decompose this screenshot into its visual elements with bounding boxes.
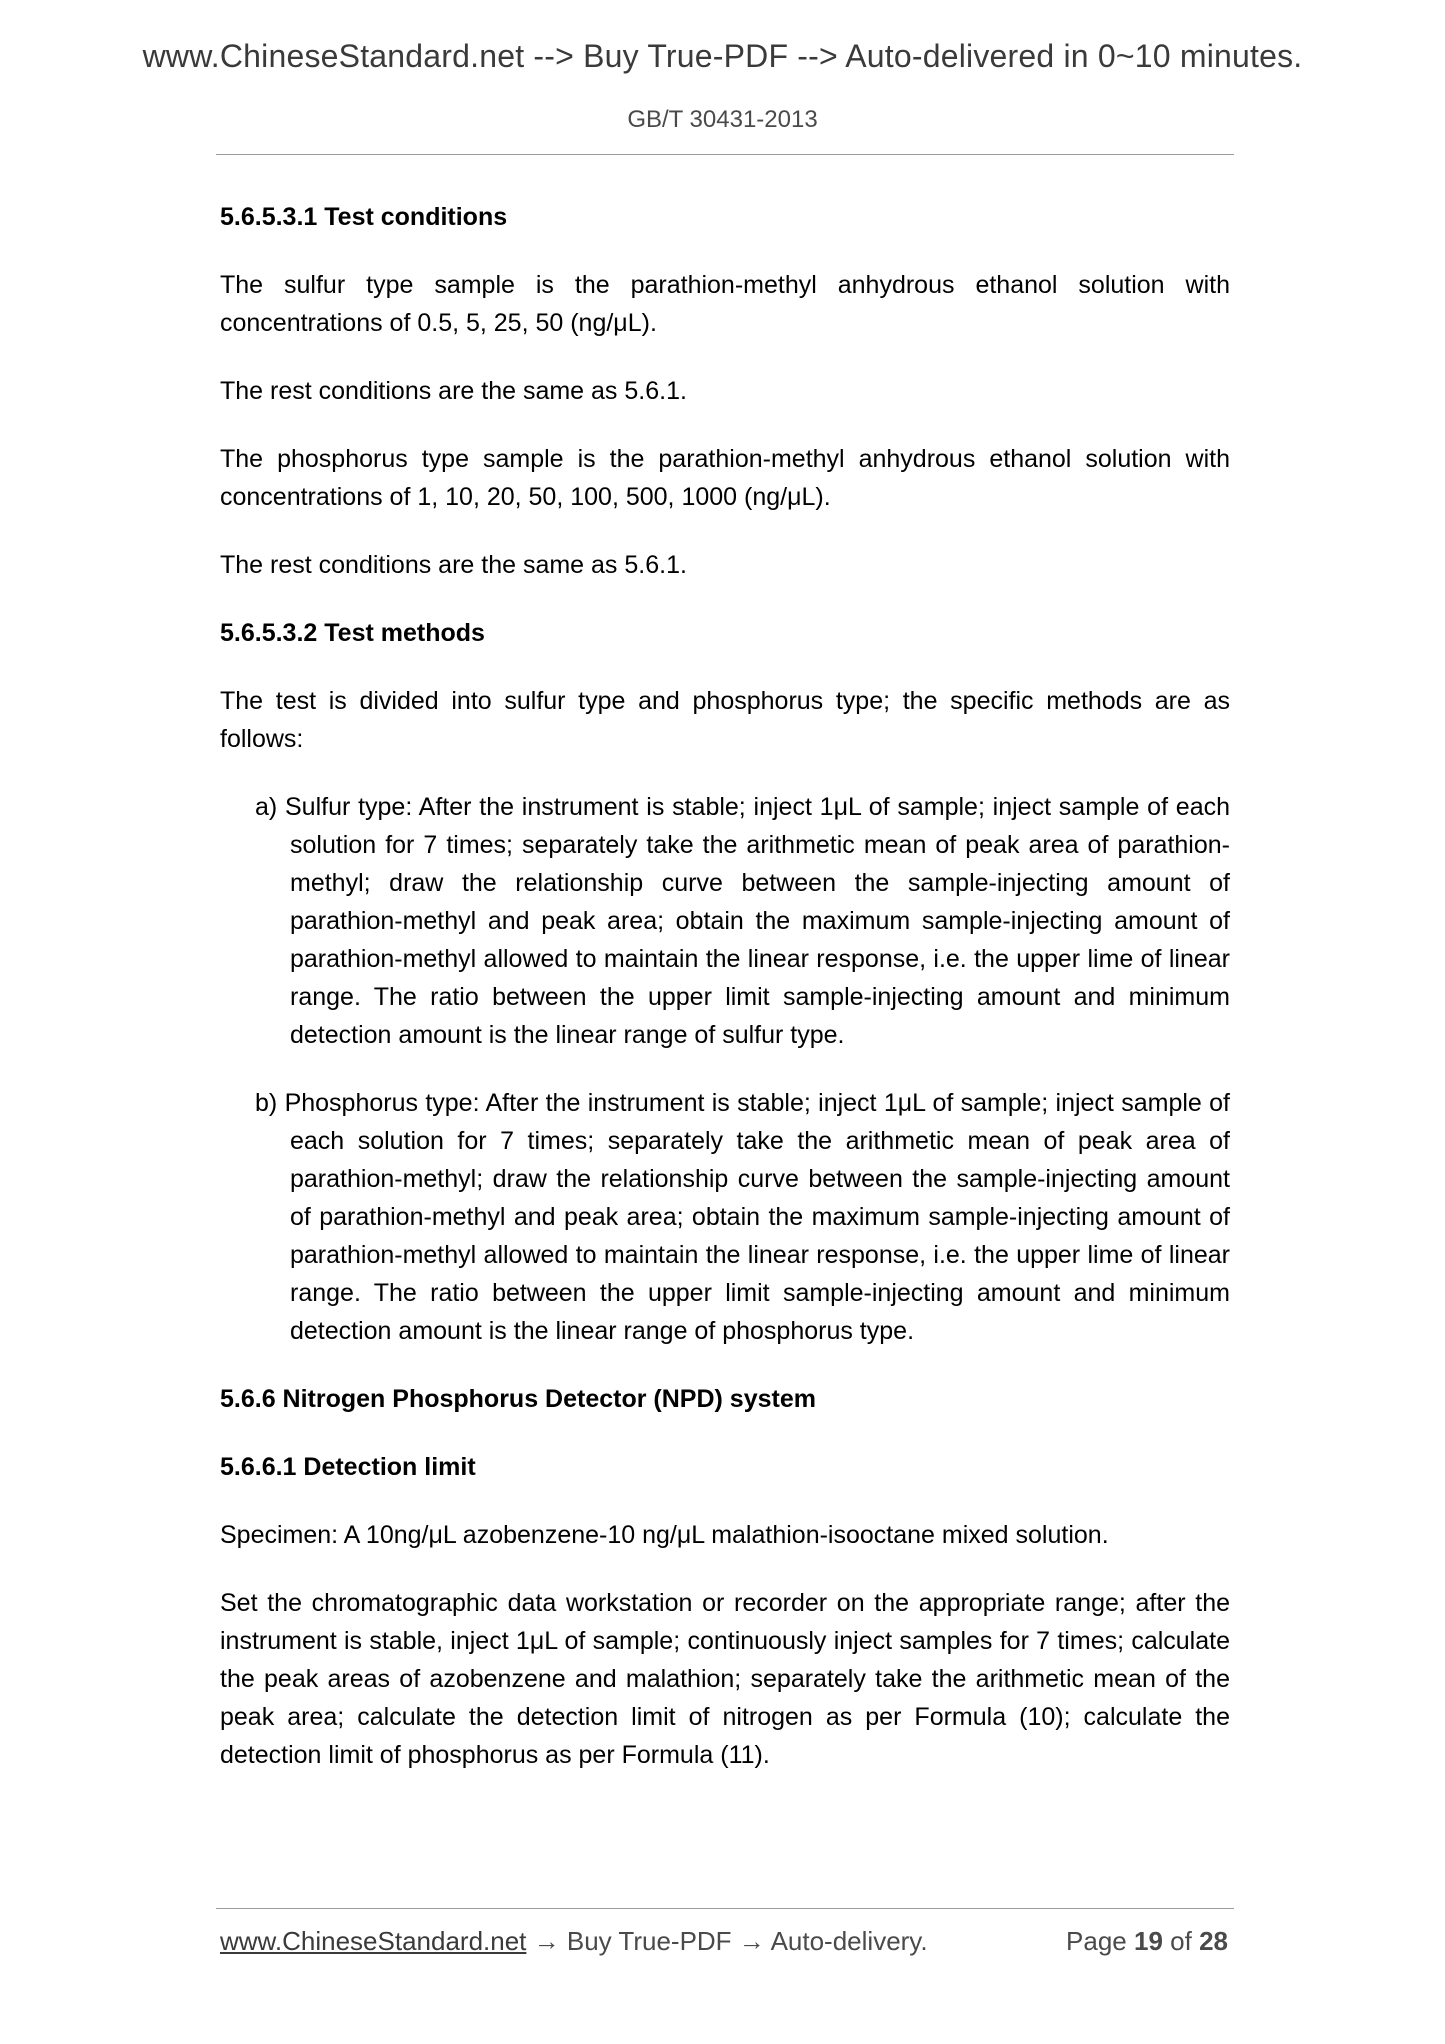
paragraph-rest-conditions-1: The rest conditions are the same as 5.6.1. — [220, 377, 687, 405]
document-body — [220, 198, 1230, 1804]
footer-divider — [216, 1908, 1234, 1909]
paragraph-test-division: The test is divided into sulfur type and phosphorus type; the specific methods are as follows: — [220, 687, 1230, 753]
page-number: 19 — [1134, 1926, 1163, 1956]
page-label: Page — [1066, 1926, 1127, 1956]
header-divider — [216, 154, 1234, 155]
standard-code: GB/T 30431-2013 — [627, 106, 818, 133]
of-label: of — [1170, 1926, 1192, 1956]
paragraph-detection-procedure: Set the chromatographic data workstation or recorder on the appropriate range; after the instrument is stable, inject 1μL of sample; continuously inject samples for 7 times; calculate the peak areas of azobenzene and malathion; separately take the arithmetic mean of the peak area; calculate the detection limit of nitrogen as per Formula (10); calculate the detection limit of phosphorus as per Formula (11). — [220, 1589, 1230, 1769]
section-heading-5-6-6: 5.6.6 Nitrogen Phosphorus Detector (NPD) system — [220, 1385, 816, 1413]
total-pages: 28 — [1199, 1926, 1228, 1956]
paragraph-specimen: Specimen: A 10ng/μL azobenzene-10 ng/μL malathion-isooctane mixed solution. — [220, 1521, 1109, 1549]
section-heading-5-6-6-1: 5.6.6.1 Detection limit — [220, 1453, 476, 1481]
section-heading-5-6-5-3-2: 5.6.5.3.2 Test methods — [220, 619, 485, 647]
paragraph-phosphorus-sample: The phosphorus type sample is the parathion-methyl anhydrous ethanol solution with concentrations of 1, 10, 20, 50, 100, 500, 1000 (ng/μL). — [220, 445, 1230, 511]
footer-site-link[interactable]: www.ChineseStandard.net — [220, 1926, 527, 1956]
list-item-sulfur-type: a) Sulfur type: After the instrument is stable; inject 1μL of sample; inject sample of each solution for 7 times; separately take the arithmetic mean of peak area of parathion-methyl; draw the relationship curve between the sample-injecting amount of parathion-methyl and peak area; obtain the maximum sample-injecting amount of parathion-methyl allowed to maintain the linear response, i.e. the upper lime of linear range. The ratio between the upper limit sample-injecting amount and minimum detection amount is the linear range of sulfur type. — [255, 793, 1230, 1049]
paragraph-rest-conditions-2: The rest conditions are the same as 5.6.1. — [220, 551, 687, 579]
section-heading-5-6-5-3-1: 5.6.5.3.1 Test conditions — [220, 203, 508, 231]
footer-tagline: → Buy True-PDF → Auto-delivery. — [526, 1926, 928, 1956]
paragraph-sulfur-sample: The sulfur type sample is the parathion-methyl anhydrous ethanol solution with concentrations of 0.5, 5, 25, 50 (ng/μL). — [220, 271, 1230, 337]
site-banner: www.ChineseStandard.net --> Buy True-PDF --> Auto-delivered in 0~10 minutes. — [142, 38, 1303, 74]
page-indicator — [1066, 1926, 1228, 1957]
list-item-phosphorus-type: b) Phosphorus type: After the instrument is stable; inject 1μL of sample; inject sample of each solution for 7 times; separately take the arithmetic mean of peak area of parathion-methyl; draw the relationship curve between the sample-injecting amount of parathion-methyl and peak area; obtain the maximum sample-injecting amount of parathion-methyl allowed to maintain the linear response, i.e. the upper lime of linear range. The ratio between the upper limit sample-injecting amount and minimum detection amount is the linear range of phosphorus type. — [255, 1089, 1230, 1345]
footer-promo — [220, 1926, 928, 1957]
